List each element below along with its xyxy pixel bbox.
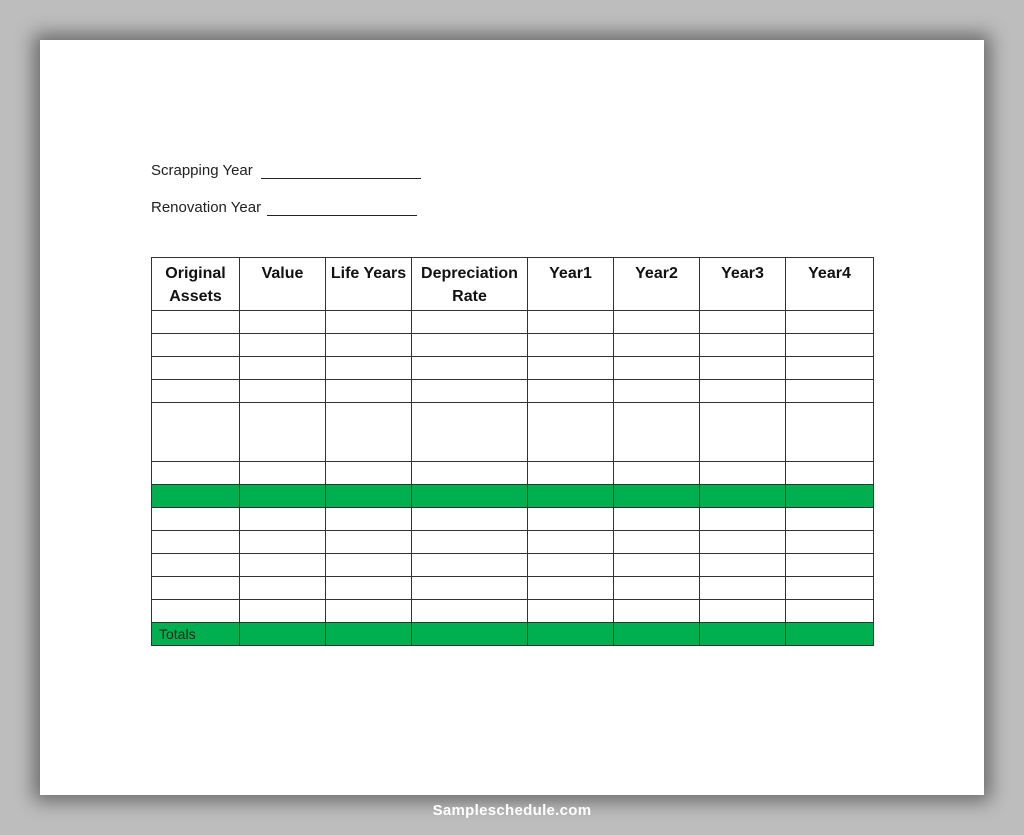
highlight-row [152,485,874,508]
table-row [152,311,874,334]
scrapping-year-blank [261,164,421,179]
renovation-year-field [151,199,417,216]
watermark-footer: Sampleschedule.com [432,802,592,819]
document-page [40,40,984,795]
header-depreciation-rate: Depreciation Rate [412,258,528,311]
table-row [152,462,874,485]
table-row [152,508,874,531]
header-year3: Year3 [700,258,786,311]
scrapping-year-label: Scrapping Year [151,162,253,179]
header-year4: Year4 [786,258,874,311]
totals-row [152,623,874,646]
table-row [152,357,874,380]
header-life-years: Life Years [326,258,412,311]
totals-label: Totals [152,623,240,646]
header-year2: Year2 [614,258,700,311]
table-row [152,531,874,554]
table-row [152,380,874,403]
header-original-assets: Original Assets [152,258,240,311]
table-row [152,334,874,357]
table-row [152,554,874,577]
scrapping-year-field [151,162,421,179]
table-row [152,577,874,600]
depreciation-table [151,257,874,646]
table-row [152,403,874,462]
table-row [152,600,874,623]
header-value: Value [240,258,326,311]
renovation-year-label: Renovation Year [151,199,262,216]
renovation-year-blank [267,201,417,216]
header-year1: Year1 [528,258,614,311]
header-row [152,258,874,311]
